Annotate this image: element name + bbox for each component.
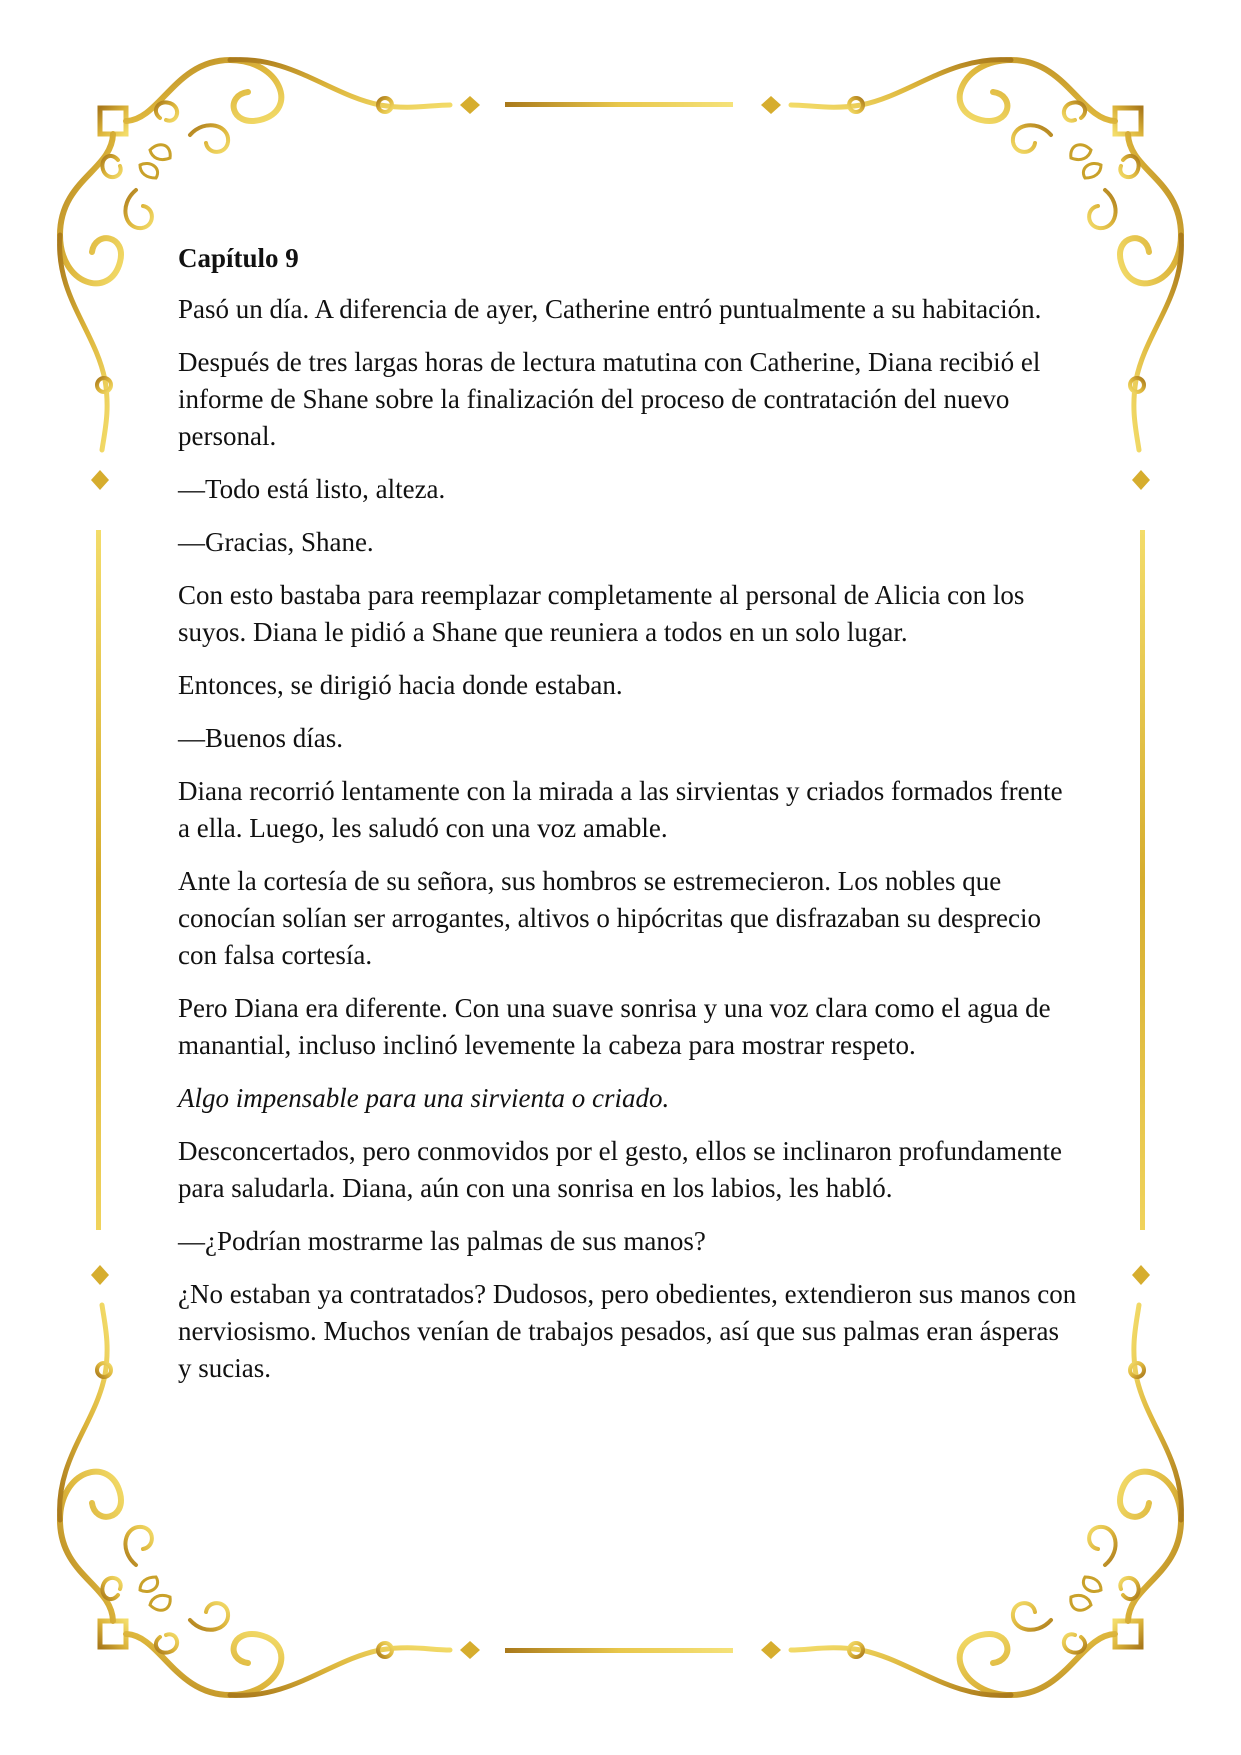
paragraph: Entonces, se dirigió hacia donde estaban. [178,670,623,700]
top-rule [505,102,733,107]
chapter-title: Capítulo 9 [178,243,299,273]
paragraph: Diana recorrió lentamente con la mirada a las sirvientas y criados formados frente a ella. Luego, les saludó con una voz amable. [178,776,1063,843]
left-rule [96,530,101,1230]
paragraph: Desconcertados, pero conmovidos por el gesto, ellos se inclinaron profundamente para saludarla. Diana, aún con una sonrisa en los labios, les habló. [178,1136,1062,1203]
paragraph: Con esto bastaba para reemplazar completamente al personal de Alicia con los suyos. Diana le pidió a Shane que reuniera a todos en un solo lugar. [178,580,1025,647]
chapter-body [178,240,1078,1403]
paragraph: ¿No estaban ya contratados? Dudosos, pero obedientes, extendieron sus manos con nerviosismo. Muchos venían de trabajos pesados, así que sus palmas eran ásperas y sucias. [178,1279,1077,1383]
italic-thought: Algo impensable para una sirvienta o criado. [178,1083,670,1113]
dialogue-line: —¿Podrían mostrarme las palmas de sus manos? [178,1226,706,1256]
paragraph: Pero Diana era diferente. Con una suave sonrisa y una voz clara como el agua de manantial, incluso inclinó levemente la cabeza para mostrar respeto. [178,993,1051,1060]
paragraph: Después de tres largas horas de lectura matutina con Catherine, Diana recibió el informe de Shane sobre la finalización del proceso de contratación del nuevo personal. [178,347,1041,451]
dialogue-line: —Todo está listo, alteza. [178,474,446,504]
paragraph: Ante la cortesía de su señora, sus hombros se estremecieron. Los nobles que conocían solían ser arrogantes, altivos o hipócritas que disfrazaban su desprecio con falsa cortesía. [178,866,1041,970]
dialogue-line: —Gracias, Shane. [178,527,374,557]
right-rule [1140,530,1145,1230]
dialogue-line: —Buenos días. [178,723,343,753]
paragraph: Pasó un día. A diferencia de ayer, Catherine entró puntualmente a su habitación. [178,294,1042,324]
bottom-rule [505,1648,733,1653]
